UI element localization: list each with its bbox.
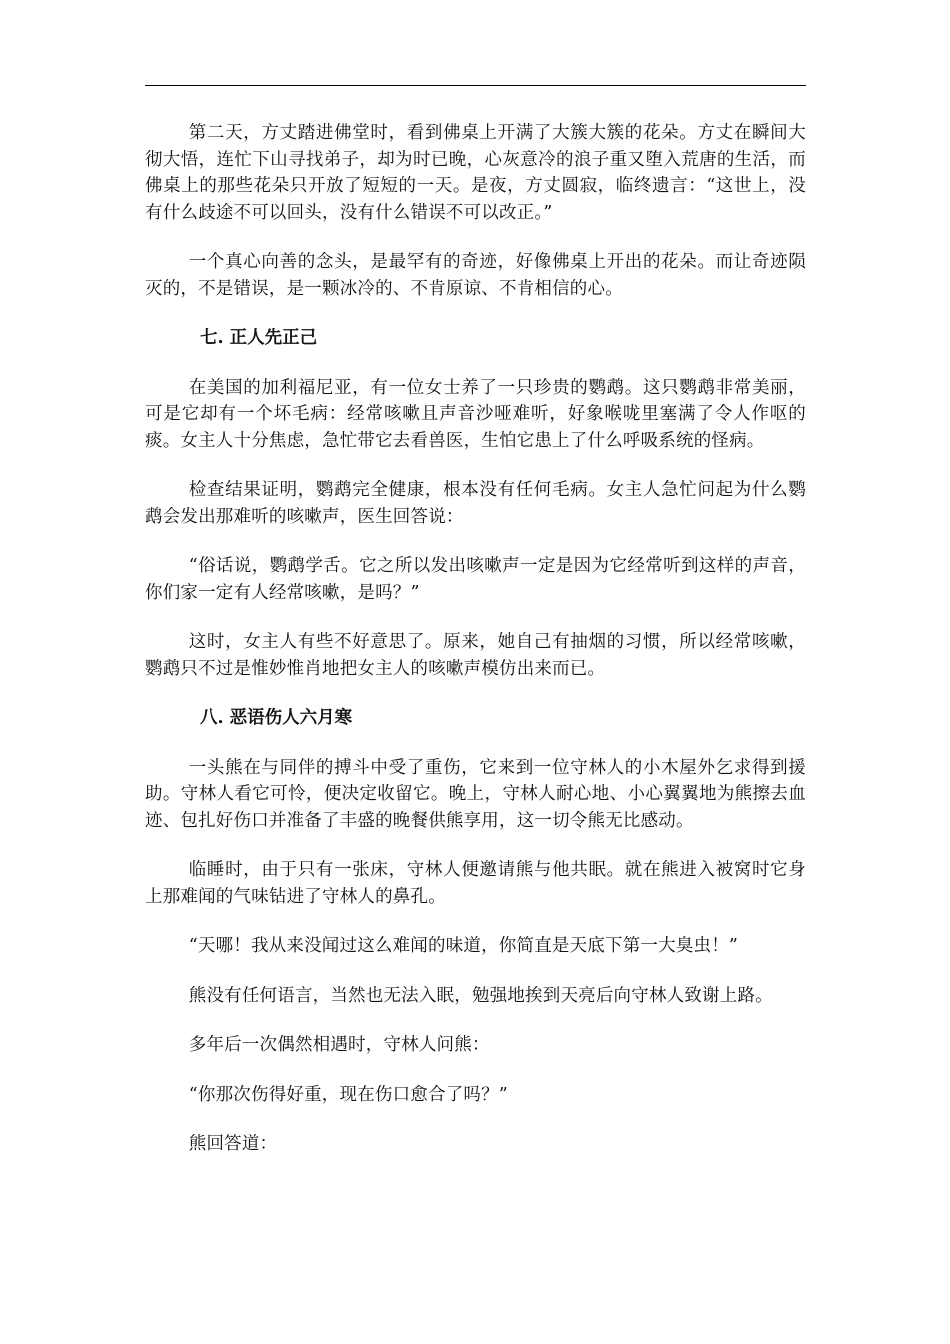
paragraph: 熊没有任何语言，当然也无法入眠，勉强地挨到天亮后向守林人致谢上路。 [188,985,773,1006]
quote-paragraph: “天哪！我从来没闻过这么难闻的味道，你简直是天底下第一大臭虫！” [188,936,739,956]
document-body [145,120,806,1181]
paragraph: 多年后一次偶然相遇时，守林人问熊： [188,1035,490,1055]
paragraph: 在美国的加利福尼亚，有一位女士养了一只珍贵的鹦鹉。这只鹦鹉非常美丽，可是它却有一个坏毛病：经常咳嗽且声音沙哑难听，好象喉咙里塞满了令人作呕的痰。女主人十分焦虑，急忙带它去看兽医，生怕它患上了什么呼吸系统的怪病。 [145,377,806,451]
quote-paragraph: “俗话说，鹦鹉学舌。它之所以发出咳嗽声一定是因为它经常听到这样的声音，你们家一定有人经常咳嗽，是吗？” [145,556,806,603]
section-heading-8: 八. 恶语伤人六月寒 [200,708,353,728]
paragraph: 一头熊在与同伴的搏斗中受了重伤，它来到一位守林人的小木屋外乞求得到援助。守林人看它可怜，便决定收留它。晚上，守林人耐心地、小心翼翼地为熊擦去血迹、包扎好伤口并准备了丰盛的晚餐供熊享用，这一切令熊无比感动。 [145,757,806,831]
paragraph: 这时，女主人有些不好意思了。原来，她自己有抽烟的习惯，所以经常咳嗽，鹦鹉只不过是惟妙惟肖地把女主人的咳嗽声模仿出来而已。 [145,632,806,679]
section-heading-7: 七. 正人先正己 [200,328,318,348]
paragraph: 临睡时，由于只有一张床，守林人便邀请熊与他共眠。就在熊进入被窝时它身上那难闻的气味钻进了守林人的鼻孔。 [145,860,806,907]
paragraph: 第二天，方丈踏进佛堂时，看到佛桌上开满了大簇大簇的花朵。方丈在瞬间大彻大悟，连忙下山寻找弟子，却为时已晚，心灰意冷的浪子重又堕入荒唐的生活，而佛桌上的那些花朵只开放了短短的一天。是夜，方丈圆寂，临终遗言：“这世上，没有什么歧途不可以回头，没有什么错误不可以改正。” [145,123,806,223]
paragraph: 检查结果证明，鹦鹉完全健康，根本没有任何毛病。女主人急忙问起为什么鹦鹉会发出那难听的咳嗽声，医生回答说： [145,480,806,527]
quote-paragraph: “你那次伤得好重，现在伤口愈合了吗？” [188,1084,508,1105]
paragraph: 一个真心向善的念头，是最罕有的奇迹，好像佛桌上开出的花朵。而让奇迹陨灭的，不是错误，是一颗冰冷的、不肯原谅、不肯相信的心。 [145,252,806,299]
paragraph: 熊回答道： [188,1134,278,1154]
header-rule [145,85,806,86]
